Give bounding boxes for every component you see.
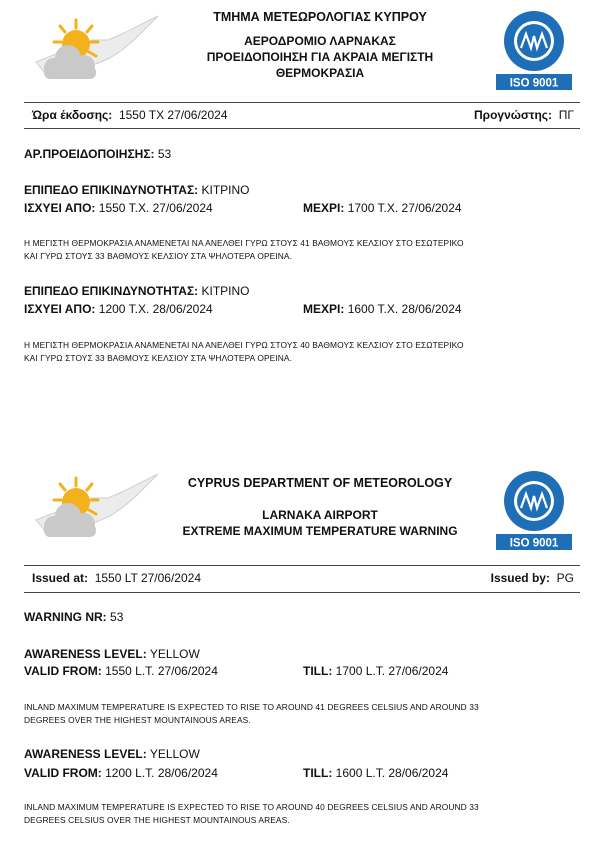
awareness-level — [24, 283, 250, 299]
level-label: ΕΠΙΠΕΔΟ ΕΠΙΚΙΝΔΥΝΟΤΗΤΑΣ: — [24, 284, 199, 298]
valid-from-label: ΙΣΧΥΕΙ ΑΠΟ: — [24, 302, 96, 316]
valid-till-value: 1600 Τ.Χ. 28/06/2024 — [347, 302, 462, 316]
awareness-level — [24, 646, 200, 662]
airport-name: ΑΕΡΟΔΡΟΜΙΟ ΛΑΡΝΑΚΑΣ — [244, 34, 396, 48]
issued-label: Issued at: — [32, 571, 89, 585]
warning-title: EXTREME MAXIMUM TEMPERATURE WARNING — [182, 524, 458, 538]
warning-text-line: INLAND MAXIMUM TEMPERATURE IS EXPECTED TO RISE TO AROUND 40 DEGREES CELSIUS AND AROUND 33 — [24, 802, 479, 812]
iso-label: ISO 9001 — [509, 77, 559, 90]
valid-till-value: 1600 L.T. 28/06/2024 — [335, 766, 449, 780]
level-value: ΚΙΤΡΙΝΟ — [201, 284, 250, 298]
level-value: YELLOW — [149, 747, 200, 761]
iso-9001-badge-icon — [493, 8, 575, 92]
valid-till-label: TILL: — [303, 664, 333, 678]
valid-till-value: 1700 Τ.Χ. 27/06/2024 — [347, 201, 462, 215]
warning-text — [24, 701, 580, 727]
airport-name: LARNAKA AIRPORT — [262, 508, 378, 522]
warning-number — [24, 609, 123, 625]
warning-text — [24, 237, 580, 263]
department-name: CYPRUS DEPARTMENT OF METEOROLOGY — [187, 476, 453, 490]
valid-from-label: VALID FROM: — [24, 664, 102, 678]
issue-info-bar — [24, 104, 580, 126]
forecaster-value: ΠΓ — [558, 108, 574, 122]
warning-text-line: ΚΑΙ ΓΥΡΩ ΣΤΟΥΣ 33 ΒΑΘΜΟΥΣ ΚΕΛΣΙΟΥ ΣΤΑ ΨΗΛΟΤΕΡΑ ΟΡΕΙΝΑ. — [24, 251, 292, 261]
cyprus-sun-cloud-logo — [26, 10, 162, 94]
level-value: ΚΙΤΡΙΝΟ — [201, 183, 250, 197]
warning-number-label: ΑΡ.ΠΡΟΕΙΔΟΠΟΙΗΣΗΣ: — [24, 147, 155, 161]
department-name: ΤΜΗΜΑ ΜΕΤΕΩΡΟΛΟΓΙΑΣ ΚΥΠΡΟΥ — [213, 10, 427, 24]
valid-from-value: 1200 L.T. 28/06/2024 — [105, 766, 218, 780]
issued-value: 1550 ΤΧ 27/06/2024 — [118, 108, 228, 122]
iso-9001-badge-icon — [493, 468, 575, 552]
forecaster-label: Προγνώστης: — [474, 108, 553, 122]
valid-from-value: 1550 L.T. 27/06/2024 — [105, 664, 218, 678]
warning-number-label: WARNING NR: — [24, 610, 107, 624]
valid-from-value: 1200 Τ.Χ. 28/06/2024 — [98, 302, 213, 316]
warning-text-line: Η ΜΕΓΙΣΤΗ ΘΕΡΜΟΚΡΑΣΙΑ ΑΝΑΜΕΝΕΤΑΙ ΝΑ ΑΝΕΛΘΕΙ ΓΥΡΩ ΣΤΟΥΣ 41 ΒΑΘΜΟΥΣ ΚΕΛΣΙΟΥ ΣΤΟ ΕΣΩΤΕΡΙΚΟ — [24, 238, 464, 248]
forecaster-value: PG — [556, 571, 574, 585]
header-text — [170, 9, 470, 81]
warning-number-value: 53 — [157, 147, 172, 161]
issue-info-bar — [24, 567, 580, 589]
valid-till-label: ΜΕΧΡΙ: — [303, 201, 345, 215]
divider — [24, 592, 580, 593]
warning-text-line: Η ΜΕΓΙΣΤΗ ΘΕΡΜΟΚΡΑΣΙΑ ΑΝΑΜΕΝΕΤΑΙ ΝΑ ΑΝΕΛΘΕΙ ΓΥΡΩ ΣΤΟΥΣ 40 ΒΑΘΜΟΥΣ ΚΕΛΣΙΟΥ ΣΤΟ ΕΣΩΤΕΡΙΚΟ — [24, 340, 464, 350]
divider — [24, 102, 580, 103]
warning-text — [24, 801, 580, 827]
valid-from — [24, 301, 213, 317]
valid-from — [24, 663, 218, 679]
valid-from — [24, 765, 218, 781]
valid-till — [303, 200, 462, 216]
warning-title-line2: ΘΕΡΜΟΚΡΑΣΙΑ — [275, 66, 365, 80]
valid-till-label: ΜΕΧΡΙ: — [303, 302, 345, 316]
divider — [24, 128, 580, 129]
warning-number-value: 53 — [110, 610, 124, 624]
valid-from — [24, 200, 213, 216]
valid-till — [303, 765, 448, 781]
level-label: AWARENESS LEVEL: — [24, 647, 147, 661]
header-text — [160, 475, 480, 539]
divider — [24, 565, 580, 566]
warning-number — [24, 146, 171, 162]
valid-till-label: TILL: — [303, 766, 333, 780]
warning-text-line: ΚΑΙ ΓΥΡΩ ΣΤΟΥΣ 33 ΒΑΘΜΟΥΣ ΚΕΛΣΙΟΥ ΣΤΑ ΨΗΛΟΤΕΡΑ ΟΡΕΙΝΑ. — [24, 353, 292, 363]
warning-text — [24, 339, 580, 365]
valid-till-value: 1700 L.T. 27/06/2024 — [335, 664, 449, 678]
awareness-level — [24, 182, 250, 198]
level-label: ΕΠΙΠΕΔΟ ΕΠΙΚΙΝΔΥΝΟΤΗΤΑΣ: — [24, 183, 199, 197]
warning-title-line1: ΠΡΟΕΙΔΟΠΟΙΗΣΗ ΓΙΑ ΑΚΡΑΙΑ ΜΕΓΙΣΤΗ — [206, 50, 434, 64]
level-value: YELLOW — [149, 647, 200, 661]
forecaster-label: Issued by: — [490, 571, 550, 585]
warning-text-line: DEGREES OVER THE HIGHEST MOUNTAINOUS AREAS. — [24, 715, 251, 725]
iso-label: ISO 9001 — [509, 537, 559, 550]
level-label: AWARENESS LEVEL: — [24, 747, 147, 761]
valid-till — [303, 663, 448, 679]
cyprus-sun-cloud-logo — [26, 468, 162, 552]
valid-till — [303, 301, 462, 317]
awareness-level — [24, 746, 200, 762]
issued-value: 1550 LT 27/06/2024 — [94, 571, 202, 585]
valid-from-label: VALID FROM: — [24, 766, 102, 780]
warning-text-line: DEGREES CELSIUS OVER THE HIGHEST MOUNTAINOUS AREAS. — [24, 815, 290, 825]
valid-from-value: 1550 Τ.Χ. 27/06/2024 — [98, 201, 213, 215]
warning-text-line: INLAND MAXIMUM TEMPERATURE IS EXPECTED TO RISE TO AROUND 41 DEGREES CELSIUS AND AROUND 33 — [24, 702, 479, 712]
issued-label: Ώρα έκδοσης: — [32, 108, 113, 122]
valid-from-label: ΙΣΧΥΕΙ ΑΠΟ: — [24, 201, 96, 215]
